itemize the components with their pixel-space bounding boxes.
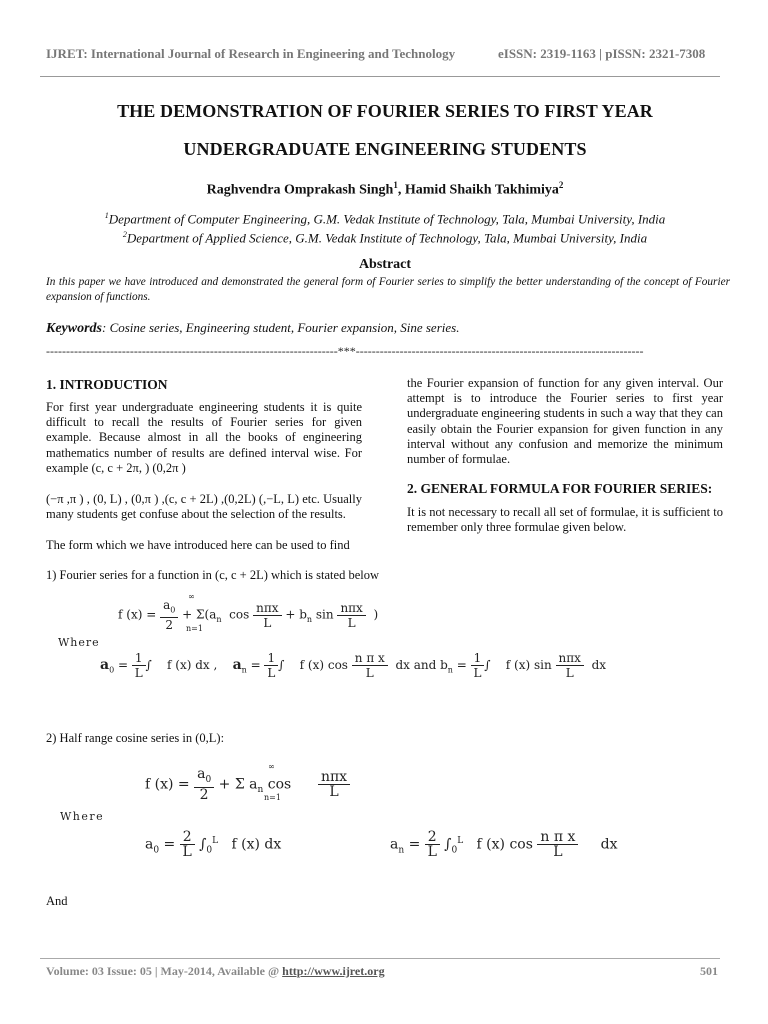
- author-1: Raghvendra Omprakash Singh: [206, 182, 394, 198]
- f2-two: 2: [199, 786, 209, 803]
- fourier-series-formula: f (x) = $\frac{a_0}{2}$ + $\Sigma(a_n$ cos $\frac{\text{nπx}}{L}$ + $b_n$ sin $\frac{\text{nπx}}{L}$ ): [118, 598, 379, 633]
- where-1: Where: [58, 636, 100, 649]
- section-1-p1: For first year undergraduate engineering students it is quite difficult to recall the results of Fourier series for given example. Because almost in all the books of engineering mathematics number of results are defined interval wise. For example (c, c + 2π, ) (0,2π ): [46, 400, 362, 475]
- f2-cos: cos: [267, 776, 292, 793]
- c-one-an: 1: [264, 651, 278, 666]
- f1-plus-b: + b: [285, 607, 307, 622]
- f1-sum: + Σ(a: [182, 607, 217, 622]
- section-1-p2: (−π ,π ) , (0, L) , (0,π ) ,(c, c + 2L) ,(0,2L) (,−L, L) etc. Usually many students get confuse about the selection of the results.: [46, 492, 362, 522]
- cosine-series-formula: f (x) = $\frac{a_0}{2}$ + Σ $a_n$ cos $\frac{\text{nπx}}{L}$: [145, 767, 350, 802]
- f2-sum-bot: n=1: [264, 793, 281, 802]
- f1-L-1: L: [263, 615, 272, 630]
- c-one-bn: 1: [471, 651, 485, 666]
- c-an: a: [232, 657, 242, 673]
- h-int-top-an: L: [457, 835, 464, 846]
- right-col-p1: the Fourier expansion of function for any given interval. Our attempt is to introduce the Fourier series to first year undergraduate engineering students in such a way that they can easily obtain the Fourier expansion for given function in any interval without any confusion and memorize the minimum number of formulae.: [407, 376, 723, 467]
- section-2-p: It is not necessary to recall all set of formulae, it is sufficient to remember only three formulae given below.: [407, 505, 723, 535]
- item-1-text: 1) Fourier series for a function in (c, c + 2L) which is stated below: [46, 568, 379, 582]
- f1-close: ): [373, 607, 379, 622]
- c-L-cos: L: [365, 666, 374, 680]
- c-a0: a: [100, 657, 110, 673]
- h-int-bot-a0: 0: [206, 845, 213, 856]
- h-fxcos: f (x) cos: [476, 836, 533, 853]
- f1-sum-bot: n=1: [186, 624, 203, 633]
- author-2-sup: 2: [558, 180, 564, 190]
- f2-frac: [318, 770, 350, 799]
- c-L-sin: L: [565, 666, 574, 680]
- section-1-heading: 1. INTRODUCTION: [46, 377, 168, 392]
- journal-header: IJRET: International Journal of Research in Engineering and Technology: [46, 46, 456, 61]
- f2-lhs: f (x) =: [145, 776, 190, 793]
- h-npix: n π x: [537, 830, 578, 845]
- f2-sum: + Σ a: [218, 776, 258, 793]
- h-an: a: [390, 836, 399, 853]
- c-fxsin: f (x) sin: [505, 658, 552, 672]
- keywords: [46, 320, 459, 337]
- h-L-an: L: [427, 844, 437, 860]
- footer-rule: [40, 958, 720, 959]
- affil-1-sup: 1: [104, 211, 109, 220]
- half-range-an-formula: $a_n$ = $\frac{2}{L}$ $\int_0^L$ f (x) cos $\frac{\text{n π x}}{L}$ dx: [390, 829, 618, 860]
- f1-cos: cos: [229, 607, 250, 622]
- f1-frac-1: [253, 601, 281, 630]
- h-L-cos: L: [553, 844, 563, 860]
- f1-npix-1: nπx: [253, 601, 281, 616]
- h-a0: a: [145, 836, 154, 853]
- coefficient-formulas: $a_0$ = $\frac{1}{L}$ ∫ f (x) dx , $a_n$ = $\frac{1}{L}$ ∫ f (x) cos $\frac{\text{n π x}}{L}$ dx and $b_n$ = $\frac{1}{L}$ ∫ f (x) sin $\frac{\text{nπx}}{L}$ dx: [100, 651, 607, 680]
- c-fxcos: f (x) cos: [299, 658, 348, 672]
- half-range-a0-formula: $a_0$ = $\frac{2}{L}$ $\int_0^L$ f (x) dx: [145, 829, 282, 860]
- c-one-a0: 1: [132, 651, 146, 666]
- and-text: And: [46, 894, 68, 908]
- h-int-top-a0: L: [212, 835, 219, 846]
- f2-L: L: [329, 783, 339, 800]
- item-2-text: 2) Half range cosine series in (0,L):: [46, 731, 225, 745]
- h-dx: dx: [600, 836, 618, 853]
- affil-1: Department of Computer Engineering, G.M. Vedak Institute of Technology, Tala, Mumbai University, India: [108, 211, 666, 227]
- author-sep: ,: [397, 182, 405, 198]
- c-frac-an: [264, 651, 278, 680]
- page-number: 501: [700, 964, 718, 978]
- keywords-text: : Cosine series, Engineering student, Fourier expansion, Sine series.: [102, 320, 460, 335]
- f1-L-2: L: [347, 615, 356, 630]
- f1-a0-sub: 0: [170, 605, 176, 615]
- c-L-an: L: [267, 666, 276, 680]
- abstract-text: In this paper we have introduced and demonstrated the general form of Fourier series to simplify the better understanding of the concept of Fourier expansion of functions.: [46, 276, 730, 303]
- f2-sum-top: ∞: [268, 762, 275, 771]
- author-2: Hamid Shaikh Takhimiya: [404, 182, 559, 198]
- h-two-an: 2: [425, 830, 440, 845]
- affil-2: Department of Applied Science, G.M. Vedak Institute of Technology, Tala, Mumbai University, India: [126, 230, 648, 246]
- f2-a0: a: [197, 766, 206, 782]
- c-frac-cos: [352, 651, 388, 680]
- issn-header: eISSN: 2319-1163 | pISSN: 2321-7308: [498, 46, 706, 61]
- f1-frac-2: [337, 601, 365, 630]
- author-1-sup: 1: [393, 180, 398, 190]
- section-2-heading: 2. GENERAL FORMULA FOR FOURIER SERIES:: [407, 481, 713, 496]
- footer-link[interactable]: http://www.ijret.org: [282, 964, 385, 978]
- f1-a0-frac: [160, 598, 178, 632]
- c-dx-and-b: dx and b: [395, 658, 448, 672]
- c-npix-sin: nπx: [556, 651, 584, 666]
- affil-2-sup: 2: [122, 230, 127, 240]
- c-frac-a0: [132, 651, 146, 680]
- title-line-2: UNDERGRADUATE ENGINEERING STUDENTS: [183, 139, 587, 159]
- f1-two: 2: [165, 618, 174, 633]
- section-separator: -------------------------------------------------------------------------***------------------------------------------------------------------------: [46, 344, 644, 358]
- h-frac-an: [425, 830, 440, 859]
- h-two-a0: 2: [180, 830, 195, 845]
- f1-sin: sin: [315, 607, 334, 622]
- footer-left: [46, 964, 385, 979]
- title-line-1: THE DEMONSTRATION OF FOURIER SERIES TO FIRST YEAR: [117, 101, 653, 121]
- c-L-a0: L: [134, 666, 143, 680]
- f1-sum-top: ∞: [188, 592, 195, 601]
- f1-a0: a: [163, 598, 171, 612]
- f2-a0-frac: $\frac{a_0}{2}$: [194, 767, 214, 802]
- c-frac-bn: [471, 651, 485, 680]
- c-npix-cos: n π x: [352, 651, 388, 666]
- h-int-bot-an: 0: [451, 845, 458, 856]
- h-L-a0: L: [182, 844, 192, 860]
- footer-volume: Volume: 03 Issue: 05 | May-2014, Available @: [46, 964, 283, 978]
- keywords-label: Keywords: [46, 321, 102, 336]
- f1-npix-2: nπx: [337, 601, 365, 616]
- affiliations: [40, 208, 730, 247]
- c-dx: dx: [591, 658, 607, 672]
- paper-title: [40, 92, 730, 168]
- authors: [40, 180, 730, 199]
- section-1-p3: The form which we have introduced here can be used to find: [46, 538, 350, 552]
- abstract-heading: Abstract: [358, 257, 412, 272]
- c-fxdx: f (x) dx ,: [167, 658, 218, 672]
- header-rule: [40, 76, 720, 77]
- c-frac-sin: [556, 651, 584, 680]
- where-2: Where: [60, 810, 105, 823]
- h-frac-cos: [537, 830, 578, 859]
- h-fxdx: f (x) dx: [231, 836, 282, 853]
- h-frac-a0: [180, 830, 195, 859]
- f2-npix: nπx: [318, 770, 350, 785]
- f1-lhs: f (x) =: [118, 607, 157, 622]
- c-L-bn: L: [473, 666, 482, 680]
